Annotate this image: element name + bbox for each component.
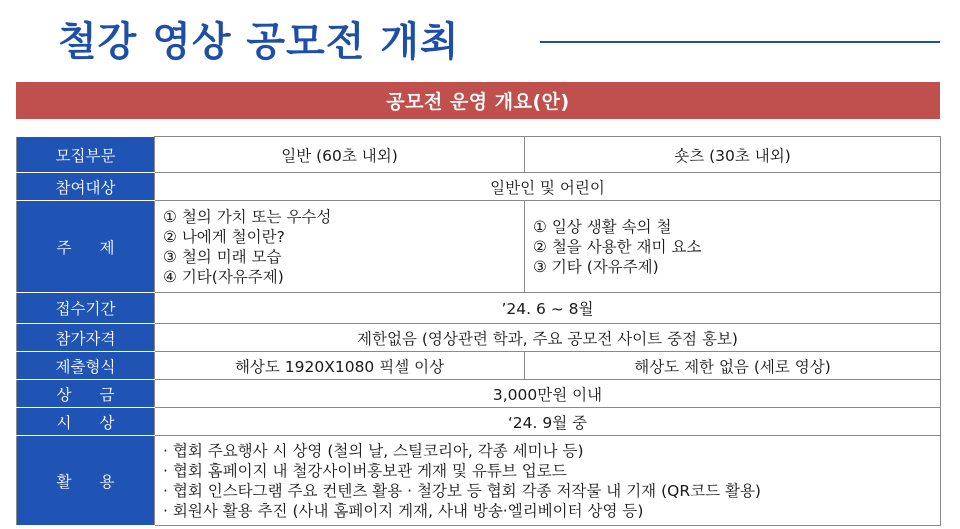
- list-item: ② 철을 사용한 재미 요소: [533, 237, 702, 256]
- row-header-usage: 활 용: [17, 436, 155, 526]
- table-row-award: [17, 408, 941, 436]
- row-header-prize: 상 금: [17, 380, 155, 408]
- list-item: ④ 기타(자유주제): [163, 267, 284, 286]
- list-item: ③ 기타 (자유주제): [533, 257, 659, 276]
- list-item: ① 철의 가치 또는 우수성: [163, 207, 332, 226]
- cell-prize: 3,000만원 이내: [155, 380, 941, 408]
- cell-qualification: 제한없음 (영상관련 학과, 주요 공모전 사이트 중점 홍보): [155, 324, 941, 352]
- table-row-theme: [17, 201, 941, 293]
- row-header-format: 제출형식: [17, 352, 155, 380]
- page-title: 철강 영상 공모전 개최: [58, 19, 460, 65]
- row-header-theme: 주 제: [17, 201, 155, 293]
- row-header-category: 모집부문: [17, 137, 155, 173]
- table-row-format: [17, 352, 941, 380]
- cell-usage: [155, 436, 941, 526]
- row-header-period: 접수기간: [17, 293, 155, 324]
- cell-format-general: 해상도 1920X1080 픽셀 이상: [155, 352, 525, 380]
- list-item: · 협회 인스타그램 주요 컨텐츠 활용 · 철강보 등 협회 각종 저작물 내 기재 (QR코드 활용): [163, 481, 761, 500]
- list-item: · 협회 주요행사 시 상영 (철의 날, 스틸코리아, 각종 세미나 등): [163, 441, 584, 460]
- title-divider: [540, 41, 940, 43]
- list-item: ③ 철의 미래 모습: [163, 247, 282, 266]
- table-row-usage: [17, 436, 941, 526]
- table-row-qualification: [17, 324, 941, 352]
- table-row-period: [17, 293, 941, 324]
- cell-category-shorts: 숏츠 (30초 내외): [525, 137, 941, 173]
- list-item: ② 나에게 철이란?: [163, 227, 285, 246]
- list-item: · 협회 홈페이지 내 철강사이버홍보관 게재 및 유튜브 업로드: [163, 461, 567, 480]
- section-banner: 공모전 운영 개요(안): [16, 82, 940, 119]
- row-header-target: 참여대상: [17, 173, 155, 201]
- table-row-category: [17, 137, 941, 173]
- cell-theme-general: [155, 201, 525, 293]
- cell-format-shorts: 해상도 제한 없음 (세로 영상): [525, 352, 941, 380]
- list-item: · 회원사 활용 추진 (사내 홈페이지 게재, 사내 방송·엘리베이터 상영 등): [163, 501, 644, 520]
- overview-table: [16, 136, 941, 526]
- cell-theme-shorts: [525, 201, 941, 293]
- cell-category-general: 일반 (60초 내외): [155, 137, 525, 173]
- cell-period: ’24. 6 ~ 8월: [155, 293, 941, 324]
- row-header-qualification: 참가자격: [17, 324, 155, 352]
- cell-target: 일반인 및 어린이: [155, 173, 941, 201]
- row-header-award: 시 상: [17, 408, 155, 436]
- table-row-target: [17, 173, 941, 201]
- table-row-prize: [17, 380, 941, 408]
- cell-award: ‘24. 9월 중: [155, 408, 941, 436]
- list-item: ① 일상 생활 속의 철: [533, 217, 672, 236]
